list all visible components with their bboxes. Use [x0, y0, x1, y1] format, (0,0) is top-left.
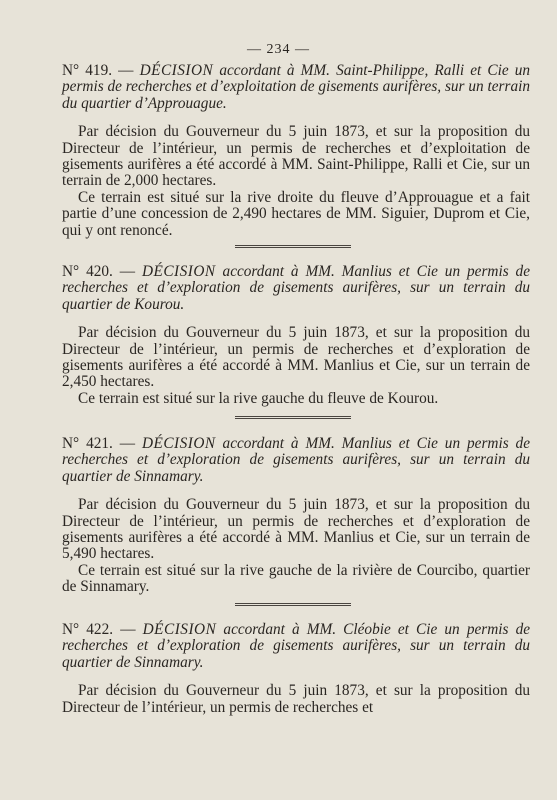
entry-dash: —	[119, 263, 136, 280]
entry-number: N° 420.	[62, 263, 113, 280]
section-separator	[235, 603, 351, 606]
entry-heading	[62, 622, 530, 671]
entry-paragraph: Ce terrain est situé sur la rive gauche de la rivière de Courcibo, quartier de Sinnamary.	[62, 561, 530, 596]
entry-decision-label: DÉCISION	[141, 263, 216, 280]
entry-dash: —	[119, 435, 136, 452]
entry-number: N° 421.	[62, 435, 113, 452]
decision-entry-419	[62, 63, 530, 239]
section-separator	[235, 416, 351, 419]
entry-subject: accordant à MM. Manlius et Cie un permis de recherches et d’exploration de gisements aurifères, sur un terrain du quartier de Sinnamary.	[62, 435, 530, 485]
entry-paragraph: Par décision du Gouverneur du 5 juin 1873, et sur la proposition du Directeur de l’intérieur, un permis de recherches et	[62, 682, 530, 716]
section-separator	[235, 245, 351, 248]
decision-entry-421	[62, 436, 530, 596]
entry-dash: —	[118, 62, 134, 79]
entry-heading	[62, 63, 530, 112]
entry-heading	[62, 436, 530, 485]
entry-paragraph: Par décision du Gouverneur du 5 juin 1873, et sur la proposition du Directeur de l’intérieur, un permis de recherches et d’exploration de gisements aurifères a été accordé à MM. Manlius et Cie, sur un terrain de 2,450 hectares.	[62, 324, 530, 391]
decision-entry-420	[62, 264, 530, 407]
page-number: — 234 —	[247, 42, 310, 57]
entry-paragraph: Ce terrain est situé sur la rive gauche du fleuve de Kourou.	[78, 389, 439, 407]
entry-paragraph: Par décision du Gouverneur du 5 juin 1873, et sur la proposition du Directeur de l’intérieur, un permis de recherches et d’exploration de gisements aurifères a été accordé à MM. Manlius et Cie, sur un terrain de 5,490 hectares.	[62, 496, 530, 563]
decision-entry-422	[62, 622, 530, 716]
entry-decision-label: DÉCISION	[141, 435, 216, 452]
entry-subject: accordant à MM. Manlius et Cie un permis de recherches et d’exploration de gisements aurifères, sur un terrain du quartier de Kourou.	[62, 263, 530, 313]
entry-decision-label: DÉCISION	[139, 62, 214, 79]
entry-heading	[62, 264, 530, 313]
entry-subject: accordant à MM. Cléobie et Cie un permis de recherches et d’exploration de gisements aurifères, sur un terrain du quartier de Sinnamary.	[62, 621, 531, 671]
entry-subject: accordant à MM. Saint-Philippe, Ralli et Cie un permis de recherches et d’exploitation de gisements aurifères, sur un terrain du quartier d’Approuague.	[62, 62, 531, 112]
entry-number: N° 422.	[62, 621, 114, 638]
entry-decision-label: DÉCISION	[142, 621, 217, 638]
entry-number: N° 419.	[62, 62, 113, 79]
entry-paragraph: Ce terrain est situé sur la rive droite du fleuve d’Approuague et a fait partie d’une concession de 2,490 hectares de MM. Siguier, Duprom et Cie, qui y ont renoncé.	[62, 188, 530, 239]
entry-paragraph: Par décision du Gouverneur du 5 juin 1873, et sur la proposition du Directeur de l’intérieur, un permis de recherches et d’exploitation de gisements aurifères a été accordé à MM. Saint-Philippe, Ralli et Cie, sur un terrain de 2,000 hectares.	[62, 123, 530, 190]
entry-dash: —	[120, 621, 136, 638]
